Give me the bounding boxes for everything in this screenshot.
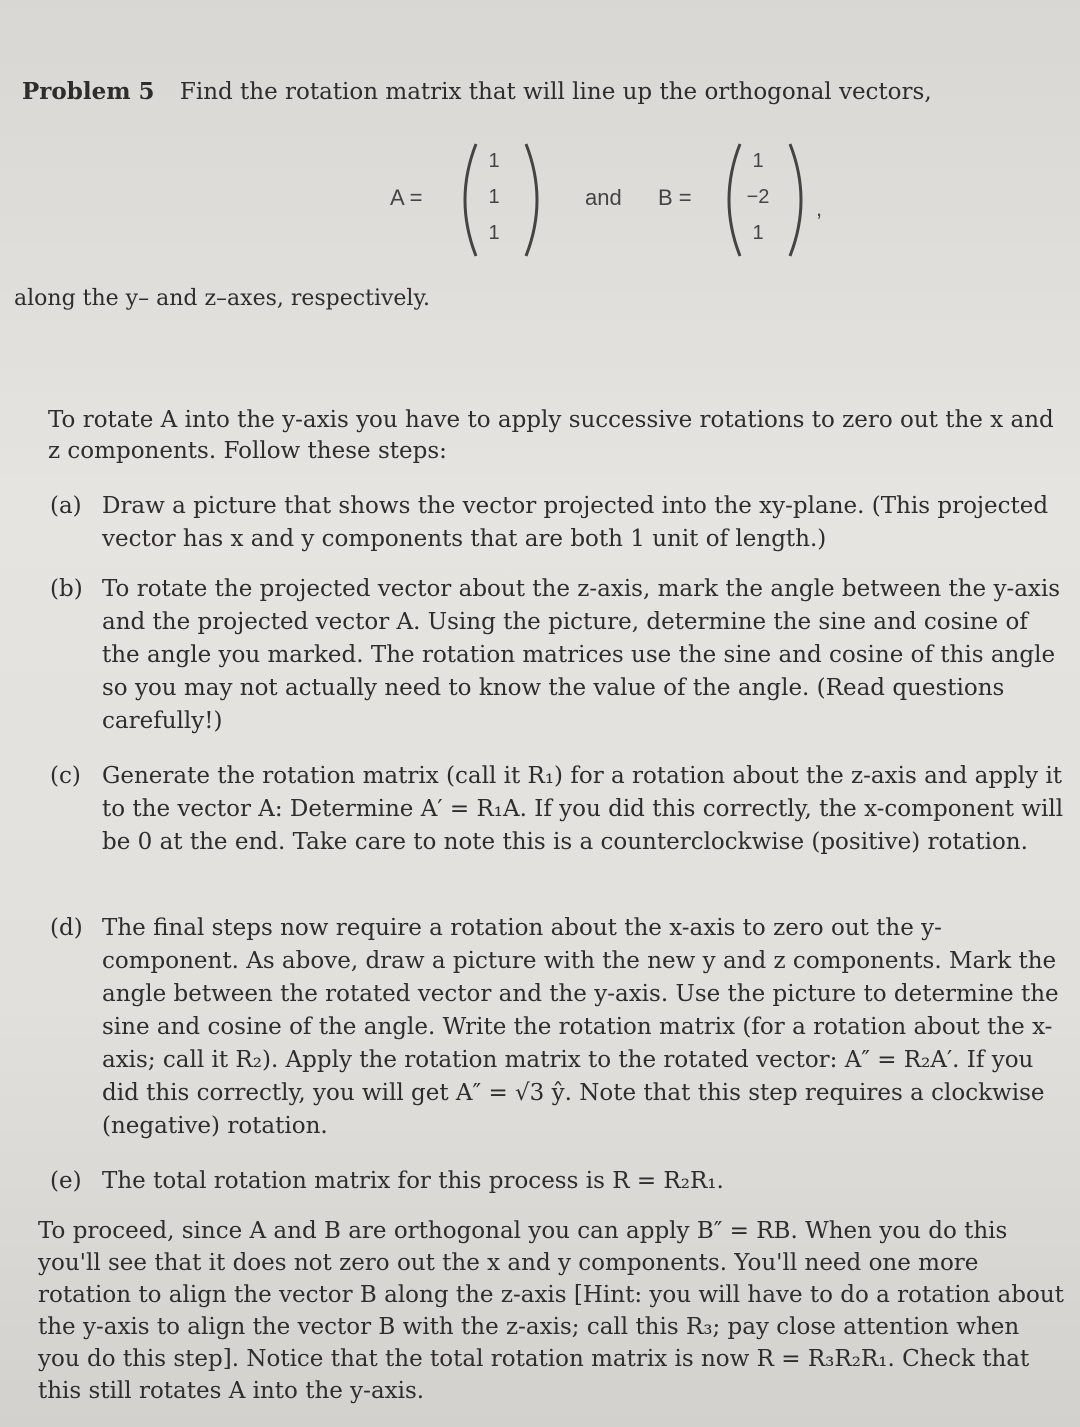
vector-b-right-paren — [784, 140, 814, 260]
along-axes-text: along the y– and z–axes, respectively. — [14, 286, 430, 311]
part-e — [50, 1165, 1070, 1198]
part-d — [50, 912, 1070, 1143]
vector-a-component-x: 1 — [488, 150, 500, 172]
problem-label: Problem 5 — [22, 78, 155, 105]
problem-prompt: Find the rotation matrix that will line up the orthogonal vectors, — [179, 79, 932, 105]
vector-b-component-y: −2 — [746, 186, 770, 208]
part-b-text: To rotate the projected vector about the z-axis, mark the angle between the y-axis and the projected vector A. Using the picture, determine the sine and cosine of the angle you marked. The rotation matrices use the sine and cosine of this angle so you may not actually need to know the value of the angle. (Read questions carefully!) — [102, 576, 1061, 734]
part-a — [50, 490, 1070, 556]
part-d-text: The final steps now require a rotation about the x-axis to zero out the y-component. As above, draw a picture with the new y and z components. Mark the angle between the rotated vector and the y-axis. Use the picture to determine the sine and cosine of the angle. Write the rotation matrix (for a rotation about the x-axis; call it R₂). Apply the rotation matrix to the rotated vector: A″ = R₂A′. If you did this correctly, you will get A″ = √3 ŷ. Note that this step requires a clockwise (negative) rotation. — [102, 915, 1059, 1139]
part-d-tag: (d) — [50, 915, 83, 941]
part-a-text: Draw a picture that shows the vector projected into the xy-plane. (This projected vector has x and y components that are both 1 unit of length.) — [102, 493, 1049, 552]
vector-a-label: A = — [390, 185, 423, 210]
vector-b-component-z: 1 — [752, 222, 764, 244]
vector-trailing-comma: , — [816, 196, 823, 221]
part-c-text: Generate the rotation matrix (call it R₁) for a rotation about the z-axis and apply it to the vector A: Determine A′ = R₁A. If you did this correctly, the x-component will be 0 at the end. Take care to note this is a counterclockwise (positive) rotation. — [102, 763, 1064, 855]
instructions-intro: To rotate A into the y-axis you have to apply successive rotations to zero out the x and z components. Follow these steps: — [48, 407, 1054, 464]
part-c — [50, 760, 1070, 859]
closing-paragraph: To proceed, since A and B are orthogonal you can apply B″ = RB. When you do this you'll see that it does not zero out the x and y components. You'll need one more rotation to align the vector B along the z-axis [Hint: you will have to do a rotation about the y-axis to align the vector B with the z-axis; call this R₃; pay close attention when you do this step]. Notice that the total rotation matrix is now R = R₃R₂R₁. Check that this still rotates A into the y-axis. — [38, 1218, 1064, 1404]
part-a-tag: (a) — [50, 493, 82, 519]
part-e-tag: (e) — [50, 1168, 82, 1194]
vector-a-right-paren — [520, 140, 550, 260]
vector-definitions — [360, 140, 920, 260]
part-b — [50, 573, 1070, 738]
vector-connector: and — [585, 185, 622, 210]
vector-a-component-z: 1 — [488, 222, 500, 244]
vector-b-component-x: 1 — [752, 150, 764, 172]
part-b-tag: (b) — [50, 576, 83, 602]
vector-b-label: B = — [658, 185, 692, 210]
part-c-tag: (c) — [50, 763, 81, 789]
problem-header — [22, 78, 932, 105]
vector-a-component-y: 1 — [488, 186, 500, 208]
part-e-text: The total rotation matrix for this process is R = R₂R₁. — [102, 1168, 724, 1194]
